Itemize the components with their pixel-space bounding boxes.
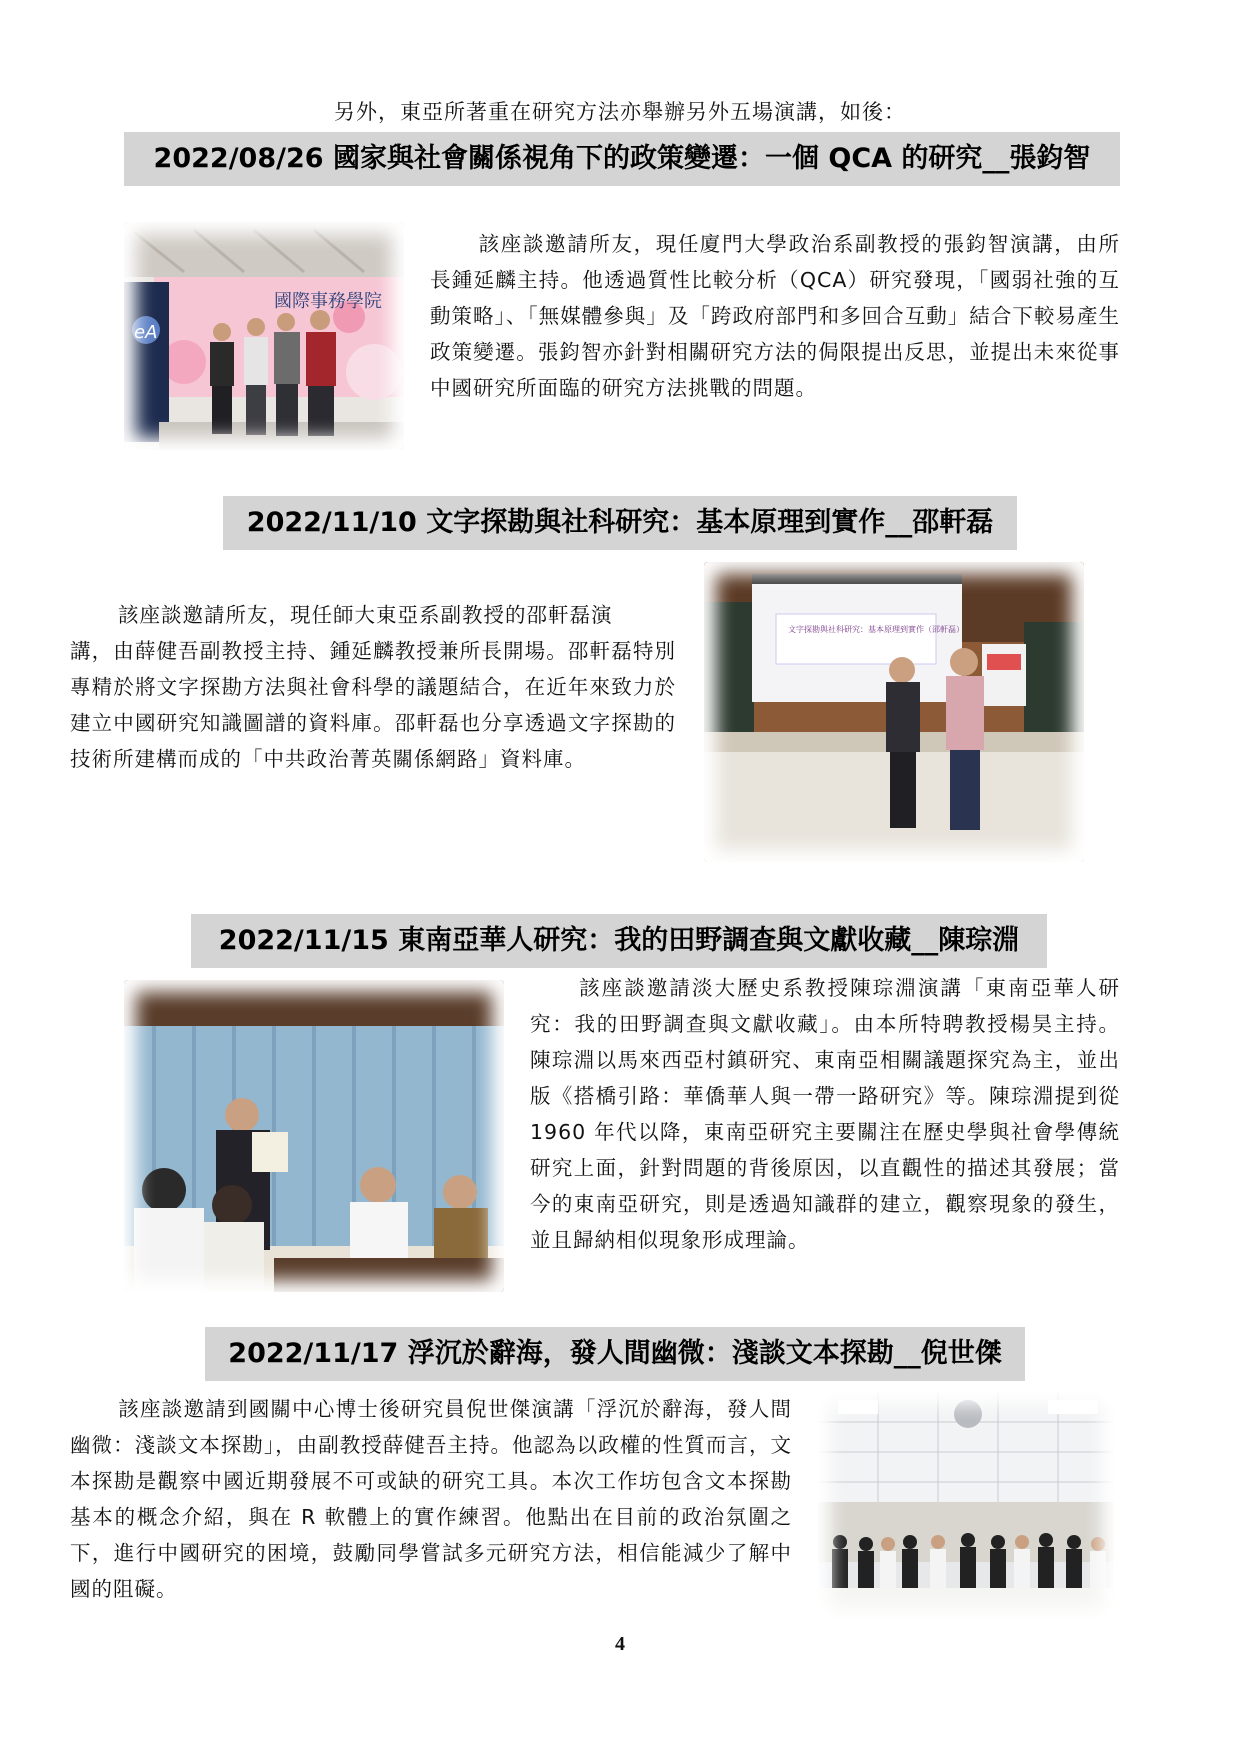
section-2-body — [70, 597, 676, 777]
slide-text: 文字探勘與社科研究：基本原理到實作（邵軒磊） — [788, 625, 964, 634]
section-2-heading: 2022/11/10 文字探勘與社科研究：基本原理到實作__邵軒磊 — [223, 496, 1017, 550]
section-3-heading: 2022/11/15 東南亞華人研究：我的田野調查與文獻收藏__陳琮淵 — [191, 914, 1047, 968]
section-3-body: 該座談邀請淡大歷史系教授陳琮淵演講「東南亞華人研究：我的田野調查與文獻收藏」。由本所特聘教授楊昊主持。陳琮淵以馬來西亞村鎮研究、東南亞相關議題探究為主，並出版《搭橋引路：華僑華人與一帶一路研究》等。陳琮淵提到從 1960 年代以降，東南亞研究主要關注在歷史學與社會學傳統研究上面，針對問題的背後原因，以直觀性的描述其發展；當今的東南亞研究，則是透過知識群的建立，觀察現象的發生，並且歸納相似現象形成理論。 — [530, 976, 1120, 1252]
photo-logo-text: eA — [134, 322, 158, 343]
section-1-photo — [124, 222, 404, 450]
section-2-body-line1: 該座談邀請所友，現任師大東亞系副教授的邵軒磊演 — [118, 603, 613, 627]
section-4-photo — [818, 1392, 1114, 1620]
section-1-heading: 2022/08/26 國家與社會關係視角下的政策變遷：一個 QCA 的研究__張鈞智 — [124, 132, 1120, 186]
page-number: 4 — [615, 1633, 625, 1655]
section-1-body: 該座談邀請所友，現任廈門大學政治系副教授的張鈞智演講，由所長鍾延麟主持。他透過質性比較分析（QCA）研究發現，「國弱社強的互動策略」、「無媒體參與」及「跨政府部門和多回合互動」結合下較易產生政策變遷。張鈞智亦針對相關研究方法的侷限提出反思，並提出未來從事中國研究所面臨的研究方法挑戰的問題。 — [430, 232, 1120, 400]
section-2-body-rest: 講，由薛健吾副教授主持、鍾延麟教授兼所長開場。邵軒磊特別專精於將文字探勘方法與社會科學的議題結合，在近年來致力於建立中國研究知識圖譜的資料庫。邵軒磊也分享透過文字探勘的技術所建構而成的「中共政治菁英關係網路」資料庫。 — [70, 639, 676, 771]
intro-line: 另外，東亞所著重在研究方法亦舉辦另外五場演講，如後： — [334, 100, 906, 124]
section-4-heading: 2022/11/17 浮沉於辭海，發人間幽微：淺談文本探勘__倪世傑 — [205, 1327, 1025, 1381]
section-3-photo — [124, 980, 504, 1292]
section-2-photo — [704, 562, 1084, 862]
section-4-body: 該座談邀請到國關中心博士後研究員倪世傑演講「浮沉於辭海，發人間幽微：淺談文本探勘」，由副教授薛健吾主持。他認為以政權的性質而言，文本探勘是觀察中國近期發展不可或缺的研究工具。本次工作坊包含文本探勘基本的概念介紹，與在 R 軟體上的實作練習。他點出在目前的政治氛圍之下，進行中國研究的困境，鼓勵同學嘗試多元研究方法，相信能減少了解中國的阻礙。 — [70, 1397, 792, 1601]
photo-banner-text: 國際事務學院 — [274, 291, 382, 312]
